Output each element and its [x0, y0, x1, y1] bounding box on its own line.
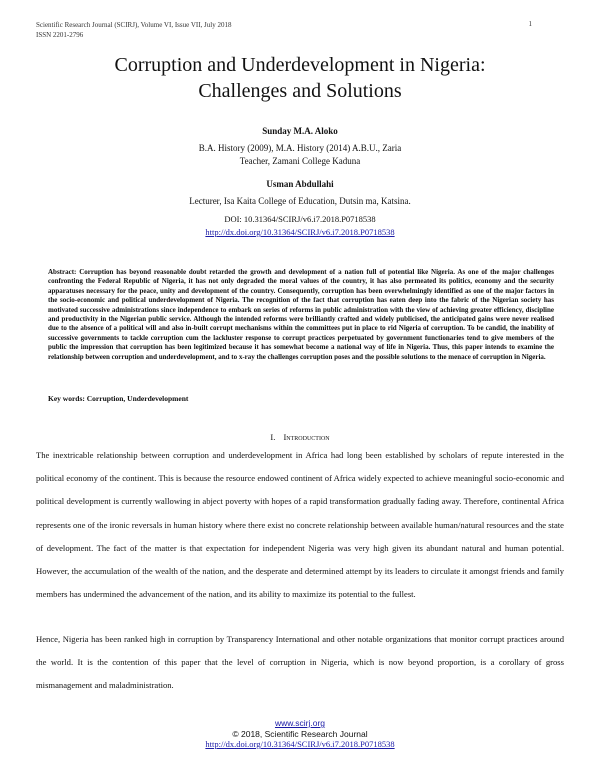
- doi-text: DOI: 10.31364/SCIRJ/v6.i7.2018.P0718538: [224, 214, 376, 224]
- doi-link[interactable]: http://dx.doi.org/10.31364/SCIRJ/v6.i7.2018.P0718538: [205, 227, 395, 237]
- footer-doi-link[interactable]: http://dx.doi.org/10.31364/SCIRJ/v6.i7.2018.P0718538: [205, 739, 395, 749]
- body-paragraph: The inextricable relationship between corruption and underdevelopment in Africa had long been established by scholars of repute interested in the political economy of the continent. This is because the resource endowed continent of Africa widely expected to achieve meaningful socio-economic and political development is currently wallowing in abject poverty with hopes of a rapid transformation gradually fading away. Therefore, continental Africa represents one of the ironic reversals in human history where there exist no concrete relationship between available human/natural resources and the state of development. The fact of the matter is that expectation for independent Nigeria was very high given its abundant natural and human potential. However, the accumulation of the wealth of the nation, and the desperate and determined attempt by its leaders to circulate it amongst friends and family members has undermined the advancement of the nation, and its ability to maximize its potential to the fullest.: [36, 450, 564, 600]
- footer-site-link[interactable]: www.scirj.org: [274, 718, 326, 728]
- abstract: Abstract: Corruption has beyond reasonable doubt retarded the growth and development of a nation full of potential like Nigeria. As one of the major challenges confronting the Federal Republic of Nigeria, it has not only degraded the moral values of the country, it has also permeated its politics, economy and the security apparatuses necessary for the peace, unity and development of the country. Consequently, corruption has been overwhelmingly identified as one of the major factors in the socio-economic and political underdevelopment of Nigeria. The recognition of the fact that corruption has eaten deep into the fabric of the Nigerian society has motivated successive administrations since independence to embark on series of reforms in public administration with the view of achieving greater efficiency, discipline and productivity in the Nigerian public service. Although the intended reforms were brilliantly crafted and widely publicised, the anticipated gains were never realised due to the absence of a political will and also in-built corrupt mechanisms within the committees put in place to rid Nigeria of corruption. To be candid, the inability of successive governments to tackle corruption cum the lackluster response to corrupt practices perpetuated by government functionaries tend to give members of the public the impression that corruption has been legitimized because it has somewhat become a national way of life in Nigeria. Thus, this paper intends to examine the relationship between corruption and underdevelopment, and to x-ray the challenges corruption poses and the possible solutions to the menace of corruption in Nigeria.: [48, 268, 554, 361]
- body-paragraph: Hence, Nigeria has been ranked high in corruption by Transparency International and other notable organizations that monitor corrupt practices around the world. It is the contention of this paper that the level of corruption in Nigeria, which is now beyond proportion, is a corollary of gross mismanagement and maladministration.: [36, 634, 564, 691]
- doi-block: [0, 213, 600, 239]
- title-line-1: Corruption and Underdevelopment in Nigeria:: [114, 54, 486, 76]
- author-name: Sunday M.A. Aloko: [262, 126, 338, 136]
- running-header: [36, 20, 231, 40]
- author-name: Usman Abdullahi: [266, 179, 334, 189]
- issn: ISSN 2201-2796: [36, 31, 84, 39]
- author-block-2: [0, 178, 600, 208]
- author-affiliation: B.A. History (2009), M.A. History (2014) A.B.U., Zaria: [198, 143, 402, 153]
- title-line-2: Challenges and Solutions: [198, 80, 402, 102]
- author-block-1: [0, 125, 600, 168]
- keywords: Key words: Corruption, Underdevelopment: [48, 394, 189, 403]
- author-affiliation: Teacher, Zamani College Kaduna: [239, 156, 361, 166]
- author-affiliation: Lecturer, Isa Kaita College of Education, Dutsin ma, Katsina.: [189, 196, 411, 206]
- page-number: 1: [528, 20, 532, 28]
- section-number: I.: [270, 432, 276, 442]
- section-title: Introduction: [283, 432, 330, 442]
- section-heading: [0, 432, 600, 442]
- footer-copyright: © 2018, Scientific Research Journal: [232, 728, 368, 739]
- paper-title: [40, 52, 560, 104]
- journal-line: Scientific Research Journal (SCIRJ), Volume VI, Issue VII, July 2018: [36, 21, 232, 29]
- page-footer: [0, 718, 600, 750]
